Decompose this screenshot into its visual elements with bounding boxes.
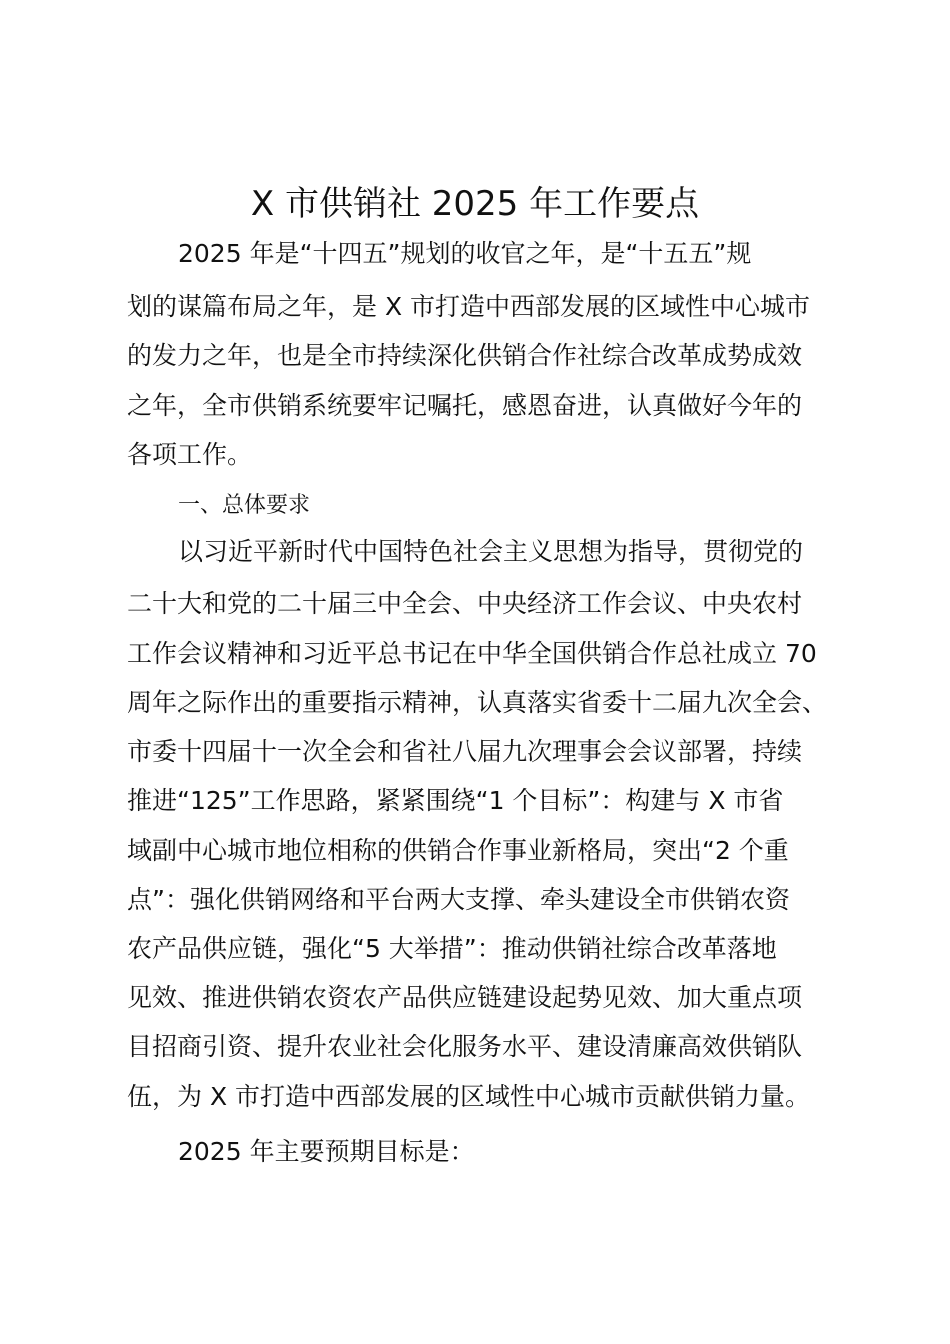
body-line-12: 伍，为 X 市打造中西部发展的区域性中心城市贡献供销力量。 (127, 1082, 811, 1111)
body-line-2: 二十大和党的二十届三中全会、中央经济工作会议、中央农村 (127, 589, 803, 618)
body-line-1: 以习近平新时代中国特色社会主义思想为指导，贯彻党的 (178, 537, 804, 566)
intro-line-1: 2025 年是“十四五”规划的收官之年，是“十五五”规 (178, 239, 752, 268)
body-line-9: 农产品供应链，强化“5 大举措”：推动供销社综合改革落地 (127, 934, 777, 963)
intro-line-5: 各项工作。 (127, 440, 253, 469)
body-line-7: 域副中心城市地位相称的供销合作事业新格局，突出“2 个重 (127, 836, 789, 865)
intro-line-2: 划的谋篇布局之年，是 X 市打造中西部发展的区域性中心城市 (127, 292, 811, 321)
body-line-5: 市委十四届十一次全会和省社八届九次理事会会议部署，持续 (127, 737, 803, 766)
closing-line: 2025 年主要预期目标是： (178, 1137, 475, 1166)
document-title: X 市供销社 2025 年工作要点 (250, 184, 700, 224)
body-line-11: 目招商引资、提升农业社会化服务水平、建设清廉高效供销队 (127, 1032, 803, 1061)
body-line-3: 工作会议精神和习近平总书记在中华全国供销合作总社成立 70 (127, 639, 817, 668)
intro-line-4: 之年，全市供销系统要牢记嘱托，感恩奋进，认真做好今年的 (127, 391, 803, 420)
body-line-8: 点”：强化供销网络和平台两大支撑、牵头建设全市供销农资 (127, 885, 790, 914)
section-heading: 一、总体要求 (178, 493, 311, 518)
body-line-4: 周年之际作出的重要指示精神，认真落实省委十二届九次全会、 (127, 688, 828, 717)
body-line-6: 推进“125”工作思路，紧紧围绕“1 个目标”：构建与 X 市省 (127, 786, 784, 815)
intro-line-3: 的发力之年，也是全市持续深化供销合作社综合改革成势成效 (127, 341, 803, 370)
body-line-10: 见效、推进供销农资农产品供应链建设起势见效、加大重点项 (127, 983, 803, 1012)
